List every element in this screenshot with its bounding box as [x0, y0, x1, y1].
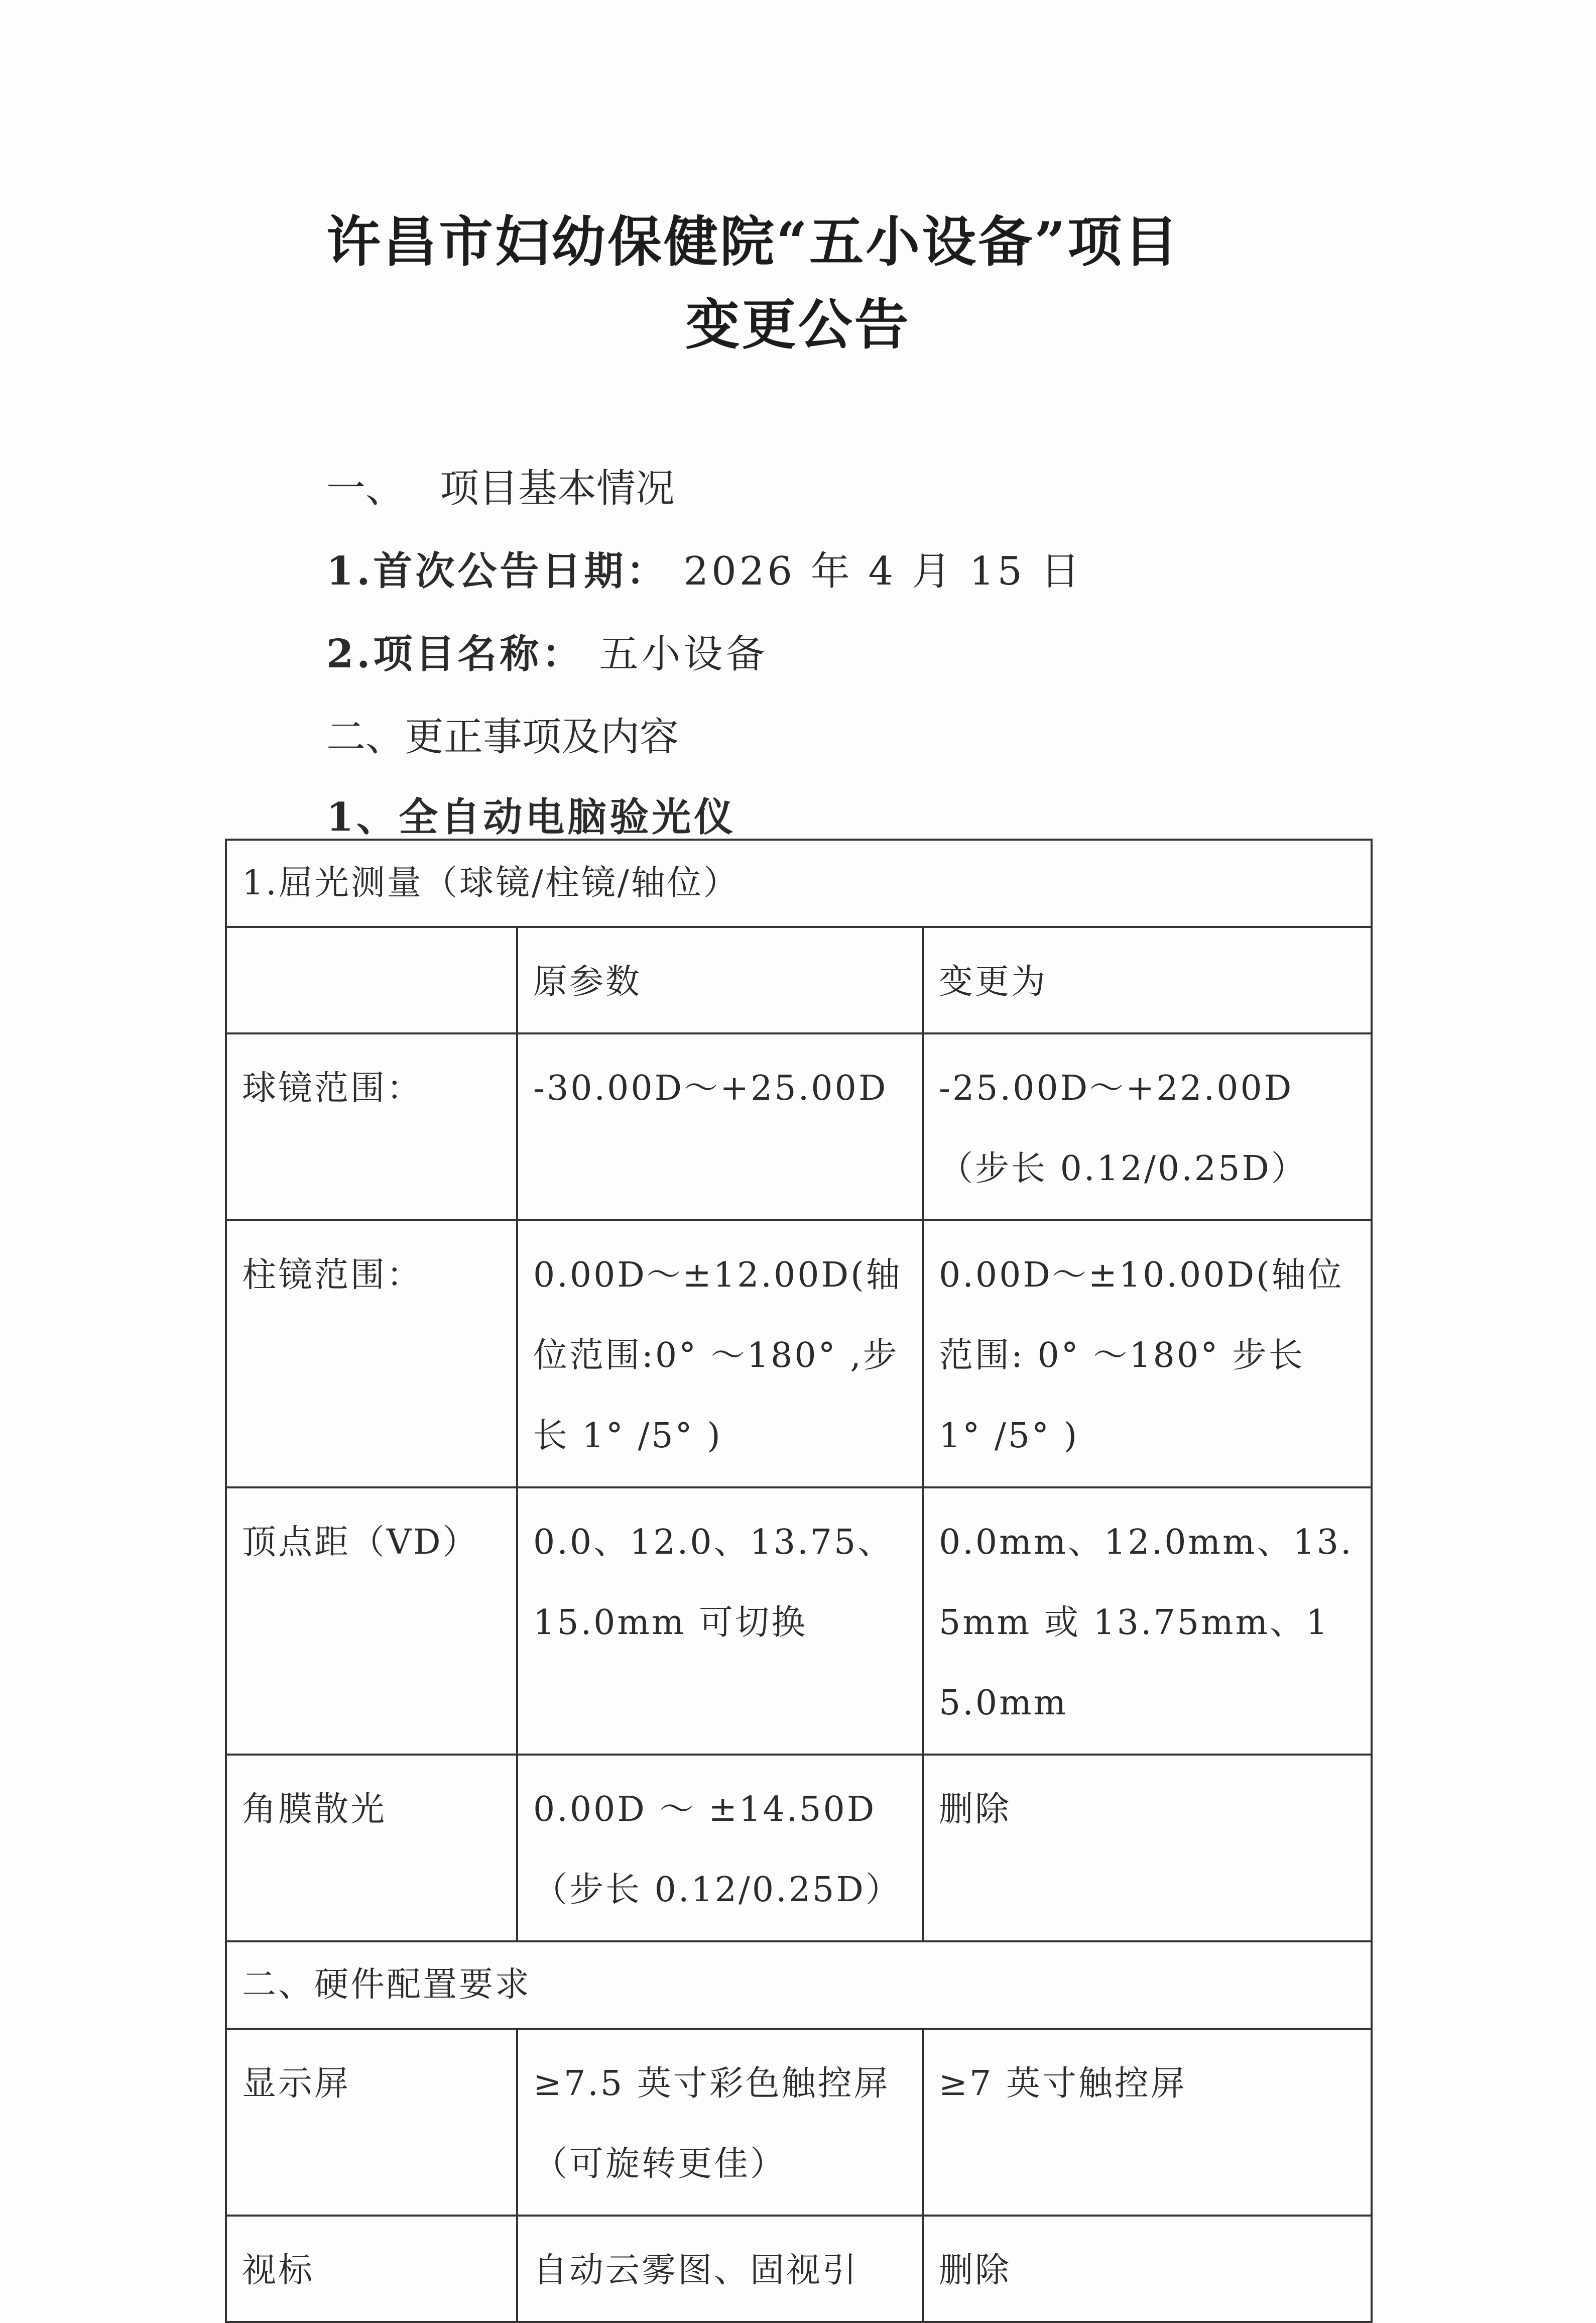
header-cell-changed: 变更为	[923, 927, 1372, 1033]
section-heading-corrections: 二、更正事项及内容	[326, 715, 679, 760]
table-row	[226, 1033, 1372, 1220]
cell-changed: 删除	[923, 1755, 1372, 1941]
cell-item: 顶点距（VD）	[226, 1487, 517, 1755]
cell-changed: 删除	[923, 2216, 1372, 2322]
table-row	[226, 1755, 1372, 1941]
table-row	[226, 1220, 1372, 1487]
spec-change-table	[225, 839, 1373, 2323]
header-cell-original: 原参数	[517, 927, 923, 1033]
subsection-heading-refractometer: 1、全自动电脑验光仪	[326, 794, 736, 840]
section-number: 一、	[326, 466, 405, 511]
cell-item: 角膜散光	[226, 1755, 517, 1941]
cell-item: 视标	[226, 2216, 517, 2322]
date-value: 2026 年 4 月 15 日	[683, 549, 1083, 594]
group-title-hardware: 二、硬件配置要求	[226, 1941, 1372, 2029]
cell-original: 自动云雾图、固视引	[517, 2216, 923, 2322]
date-label: 1.首次公告日期：	[326, 548, 669, 594]
project-name	[326, 623, 768, 679]
cell-original: 0.00D ～ ±14.50D（步长 0.12/0.25D）	[517, 1755, 923, 1941]
document-title-line2: 变更公告	[685, 293, 911, 357]
header-cell-item	[226, 927, 517, 1033]
table-group-row	[226, 1941, 1372, 2029]
group-title-refraction: 1.屈光测量（球镜/柱镜/轴位）	[226, 840, 1372, 927]
cell-original: 0.0、12.0、13.75、15.0mm 可切换	[517, 1487, 923, 1755]
table-row	[226, 2029, 1372, 2216]
cell-original: 0.00D～±12.00D(轴位范围:0° ～180° ,步长 1° /5° )	[517, 1220, 923, 1487]
cell-changed: ≥7 英寸触控屏	[923, 2029, 1372, 2216]
cell-item: 柱镜范围：	[226, 1220, 517, 1487]
section-title: 项目基本情况	[440, 466, 675, 511]
project-name-label: 2.项目名称：	[326, 631, 584, 677]
cell-changed: 0.0mm、12.0mm、13.5mm 或 13.75mm、15.0mm	[923, 1487, 1372, 1755]
cell-changed: 0.00D～±10.00D(轴位范围: 0° ～180° 步长 1° /5° )	[923, 1220, 1372, 1487]
cell-changed: -25.00D～+22.00D（步长 0.12/0.25D）	[923, 1033, 1372, 1220]
cell-original: ≥7.5 英寸彩色触控屏（可旋转更佳）	[517, 2029, 923, 2216]
document-title-line1: 许昌市妇幼保健院“五小设备”项目	[326, 210, 1180, 274]
table-header-row	[226, 927, 1372, 1033]
cell-item: 显示屏	[226, 2029, 517, 2216]
cell-original: -30.00D～+25.00D	[517, 1033, 923, 1220]
first-announcement-date	[326, 540, 1083, 596]
section-heading-basic-info	[326, 457, 675, 513]
cell-item: 球镜范围：	[226, 1033, 517, 1220]
project-name-value: 五小设备	[599, 632, 768, 677]
table-row	[226, 1487, 1372, 1755]
table-row	[226, 2216, 1372, 2322]
table-group-row	[226, 840, 1372, 927]
